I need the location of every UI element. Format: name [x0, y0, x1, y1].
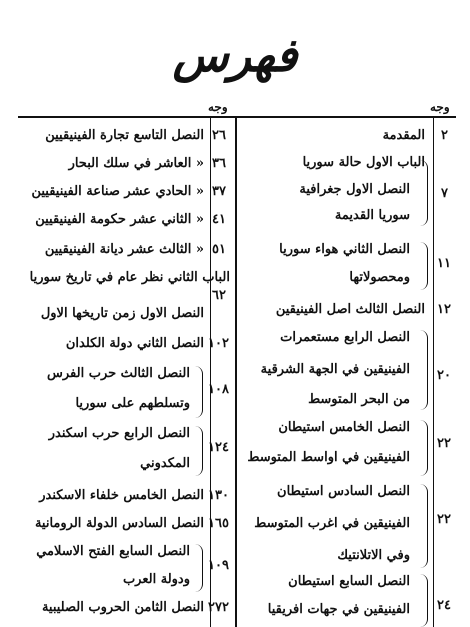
toc-entry: النصل الثاني هواء سوريا — [279, 242, 410, 257]
toc-entry: المكدوني — [140, 456, 190, 471]
toc-entry: النصل الاول زمن تاريخها الاول — [40, 306, 204, 321]
toc-entry: النصل السابع استيطان — [288, 574, 410, 589]
toc-page-number: ١٠٨ — [208, 382, 229, 397]
toc-page-number: ١٠٢ — [208, 336, 229, 351]
toc-page-number: ٢٢ — [437, 512, 451, 527]
toc-entry: النصل الثاني دولة الكلدان — [65, 336, 204, 351]
toc-entry: الباب الاول حالة سوريا — [302, 155, 425, 170]
entry-bracket — [420, 420, 428, 476]
toc-page-number: ١١ — [437, 256, 451, 271]
toc-entry: « العاشر في سلك البحار — [68, 156, 204, 171]
toc-page-number: ٦٢ — [212, 288, 226, 303]
toc-entry: الفينيقين في اواسط المتوسط — [247, 450, 410, 465]
right-column-page-header: وجه — [430, 100, 450, 114]
toc-entry: وتسلطهم على سوريا — [75, 396, 190, 411]
toc-entry: من البحر المتوسط — [308, 392, 410, 407]
left-page-number-divider — [210, 116, 211, 627]
toc-entry: النصل الاول جغرافية — [299, 182, 410, 197]
toc-page-number: ١٢ — [437, 302, 451, 317]
entry-bracket — [195, 544, 203, 592]
toc-page-number: ١٣٠ — [208, 488, 229, 503]
toc-page-number: ٧ — [441, 186, 448, 201]
toc-entry: ودولة العرب — [122, 572, 190, 587]
entry-bracket — [420, 330, 428, 410]
toc-entry: سوريا القديمة — [334, 208, 410, 223]
right-page-number-divider — [433, 116, 434, 627]
toc-page-number: ٣٦ — [212, 156, 226, 171]
entry-bracket — [420, 574, 428, 627]
center-divider — [235, 116, 237, 627]
entry-bracket — [420, 484, 428, 568]
toc-page-number: ١٢٤ — [208, 440, 229, 455]
toc-entry: النصل السادس استيطان — [277, 484, 410, 499]
toc-entry: النصل الثالث حرب الفرس — [46, 366, 190, 381]
toc-entry: وفي الاتلانتيك — [337, 548, 410, 563]
toc-entry: النصل الثالث اصل الفينيقين — [275, 302, 425, 317]
toc-page-number: ٢ — [441, 128, 448, 143]
toc-page-number: ٥١ — [212, 242, 226, 257]
toc-entry: « الثالث عشر ديانة الفينيقيين — [44, 242, 204, 257]
toc-entry: النصل السادس الدولة الرومانية — [34, 516, 204, 531]
entry-bracket — [195, 426, 203, 476]
toc-entry: المقدمة — [382, 128, 425, 143]
toc-entry: النصل الخامس استيطان — [278, 420, 410, 435]
toc-page-number: ٢٤ — [437, 598, 451, 613]
toc-entry: « الحادي عشر صناعة الفينيقيين — [31, 184, 204, 199]
toc-entry: الفينيقين في الجهة الشرقية — [260, 362, 410, 377]
toc-entry: النصل السابع الفتح الاسلامي — [36, 544, 190, 559]
toc-entry: النصل الخامس خلفاء الاسكندر — [39, 488, 204, 503]
toc-entry: النصل الرابع مستعمرات — [280, 330, 410, 345]
toc-entry: النصل التاسع تجارة الفينيقيين — [45, 128, 204, 143]
left-column-page-header: وجه — [208, 100, 228, 114]
toc-page-number: ١٦٥ — [208, 516, 229, 531]
header-rule — [18, 116, 456, 118]
toc-entry: ومحصولاتها — [349, 270, 410, 285]
toc-page-number: ٢٦ — [212, 128, 226, 143]
entry-bracket — [420, 242, 428, 290]
toc-page-number: ٤١ — [212, 212, 226, 227]
toc-page-number: ٢٠ — [437, 368, 451, 383]
toc-entry: الفينيقين في جهات افريقيا — [267, 602, 410, 617]
entry-bracket — [420, 160, 428, 226]
toc-entry: الباب الثاني نظر عام في تاريخ سوريا — [29, 270, 230, 285]
toc-entry: « الثاني عشر حكومة الفينيقيين — [35, 212, 204, 227]
toc-page-number: ٢٢ — [437, 436, 451, 451]
page-title: فهرس — [172, 28, 298, 82]
toc-entry: النصل الرابع حرب اسكندر — [48, 426, 190, 441]
toc-entry: النصل الثامن الحروب الصليبية — [41, 600, 204, 615]
entry-bracket — [195, 366, 203, 418]
toc-entry: الفينيقين في اغرب المتوسط — [254, 516, 410, 531]
toc-page-number: ٣٧ — [212, 184, 226, 199]
toc-page-number: ١٠٩ — [208, 558, 229, 573]
toc-page-number: ٢٧٢ — [208, 600, 229, 615]
